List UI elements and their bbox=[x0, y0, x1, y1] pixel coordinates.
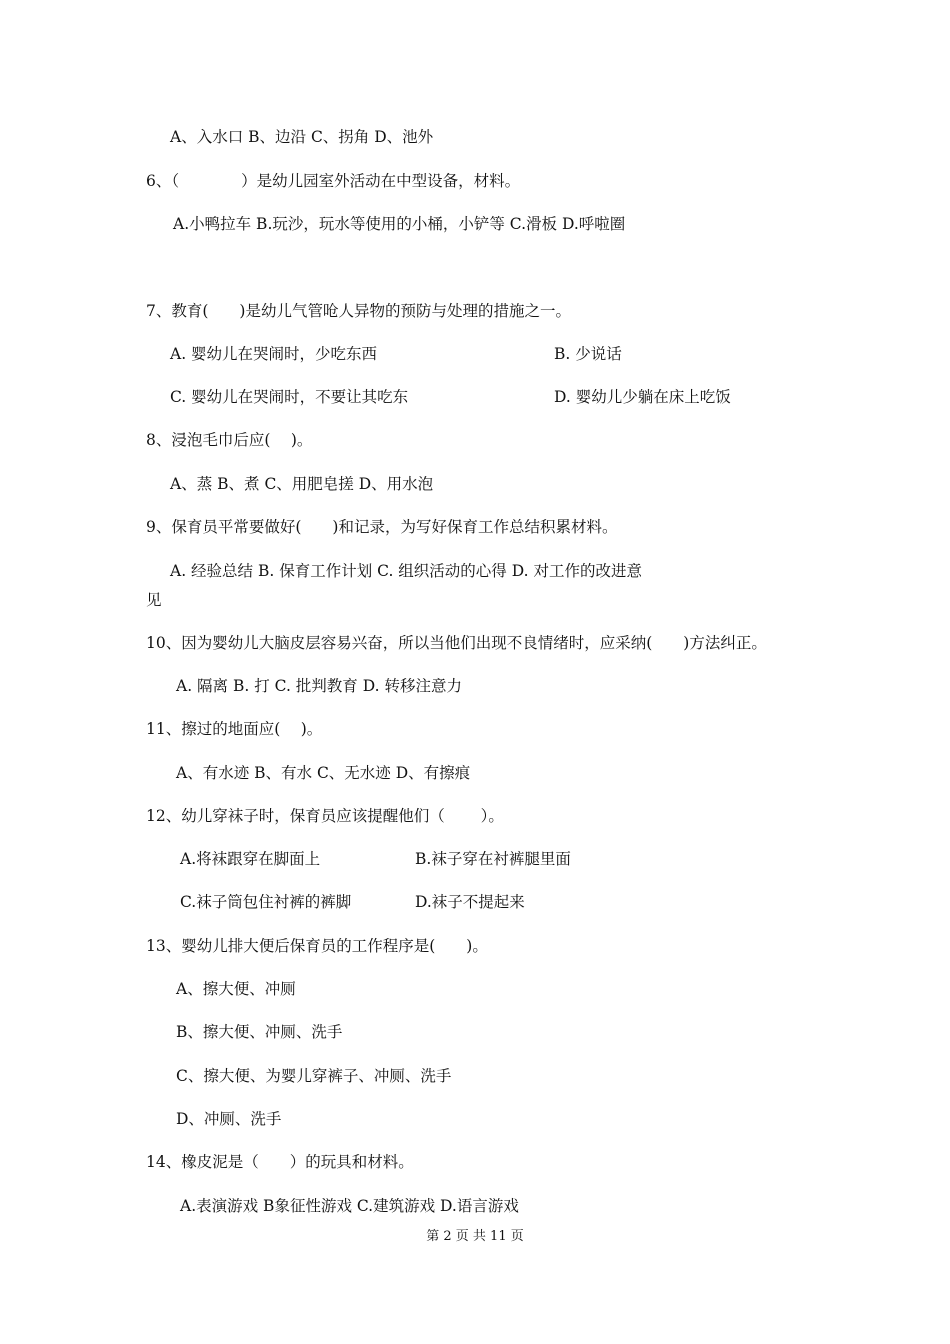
q9-options-continued: 见 bbox=[146, 591, 162, 609]
q7-stem: 7、教育( )是幼儿气管呛人异物的预防与处理的措施之一。 bbox=[146, 302, 571, 320]
q13-option-c: C、擦大便、为婴儿穿裤子、冲厕、洗手 bbox=[176, 1067, 452, 1085]
q6-options: A.小鸭拉车 B.玩沙，玩水等使用的小桶，小铲等 C.滑板 D.呼啦圈 bbox=[173, 215, 626, 233]
q14-stem: 14、橡皮泥是（ ）的玩具和材料。 bbox=[146, 1153, 414, 1171]
q7-option-b: B. 少说话 bbox=[554, 345, 622, 363]
q12-option-c: C.袜子筒包住衬裤的裤脚 bbox=[180, 893, 352, 911]
q10-options: A. 隔离 B. 打 C. 批判教育 D. 转移注意力 bbox=[176, 677, 462, 695]
q9-options: A. 经验总结 B. 保育工作计划 C. 组织活动的心得 D. 对工作的改进意 bbox=[170, 562, 642, 580]
q7-option-d: D. 婴幼儿少躺在床上吃饭 bbox=[554, 388, 731, 406]
q12-option-b: B.袜子穿在衬裤腿里面 bbox=[415, 850, 571, 868]
q8-options: A、蒸 B、煮 C、用肥皂搓 D、用水泡 bbox=[170, 475, 434, 493]
page-number-footer: 第 2 页 共 11 页 bbox=[426, 1229, 524, 1244]
q9-stem: 9、保育员平常要做好( )和记录，为写好保育工作总结积累材料。 bbox=[146, 518, 618, 536]
q7-option-a: A. 婴幼儿在哭闹时，少吃东西 bbox=[170, 345, 378, 363]
q7-option-c: C. 婴幼儿在哭闹时，不要让其吃东 bbox=[170, 388, 409, 406]
q13-option-b: B、擦大便、冲厕、洗手 bbox=[176, 1023, 343, 1041]
q13-option-d: D、冲厕、洗手 bbox=[176, 1110, 282, 1128]
q6-stem: 6、（ ）是幼儿园室外活动在中型设备，材料。 bbox=[146, 172, 521, 190]
q10-stem: 10、因为婴幼儿大脑皮层容易兴奋，所以当他们出现不良情绪时，应采纳( )方法纠正。 bbox=[146, 634, 767, 652]
q8-stem: 8、浸泡毛巾后应( )。 bbox=[146, 431, 313, 449]
q12-stem: 12、幼儿穿袜子时，保育员应该提醒他们（ ）。 bbox=[146, 807, 504, 825]
q12-option-d: D.袜子不提起来 bbox=[415, 893, 525, 911]
q13-option-a: A、擦大便、冲厕 bbox=[176, 980, 296, 998]
q11-stem: 11、擦过的地面应( )。 bbox=[146, 720, 323, 738]
q12-option-a: A.将袜跟穿在脚面上 bbox=[180, 850, 321, 868]
q13-stem: 13、婴幼儿排大便后保育员的工作程序是( )。 bbox=[146, 937, 488, 955]
q11-options: A、有水迹 B、有水 C、无水迹 D、有擦痕 bbox=[176, 764, 471, 782]
q14-options: A.表演游戏 B象征性游戏 C.建筑游戏 D.语言游戏 bbox=[180, 1197, 519, 1215]
q5-options: A、入水口 B、边沿 C、拐角 D、池外 bbox=[170, 128, 434, 146]
